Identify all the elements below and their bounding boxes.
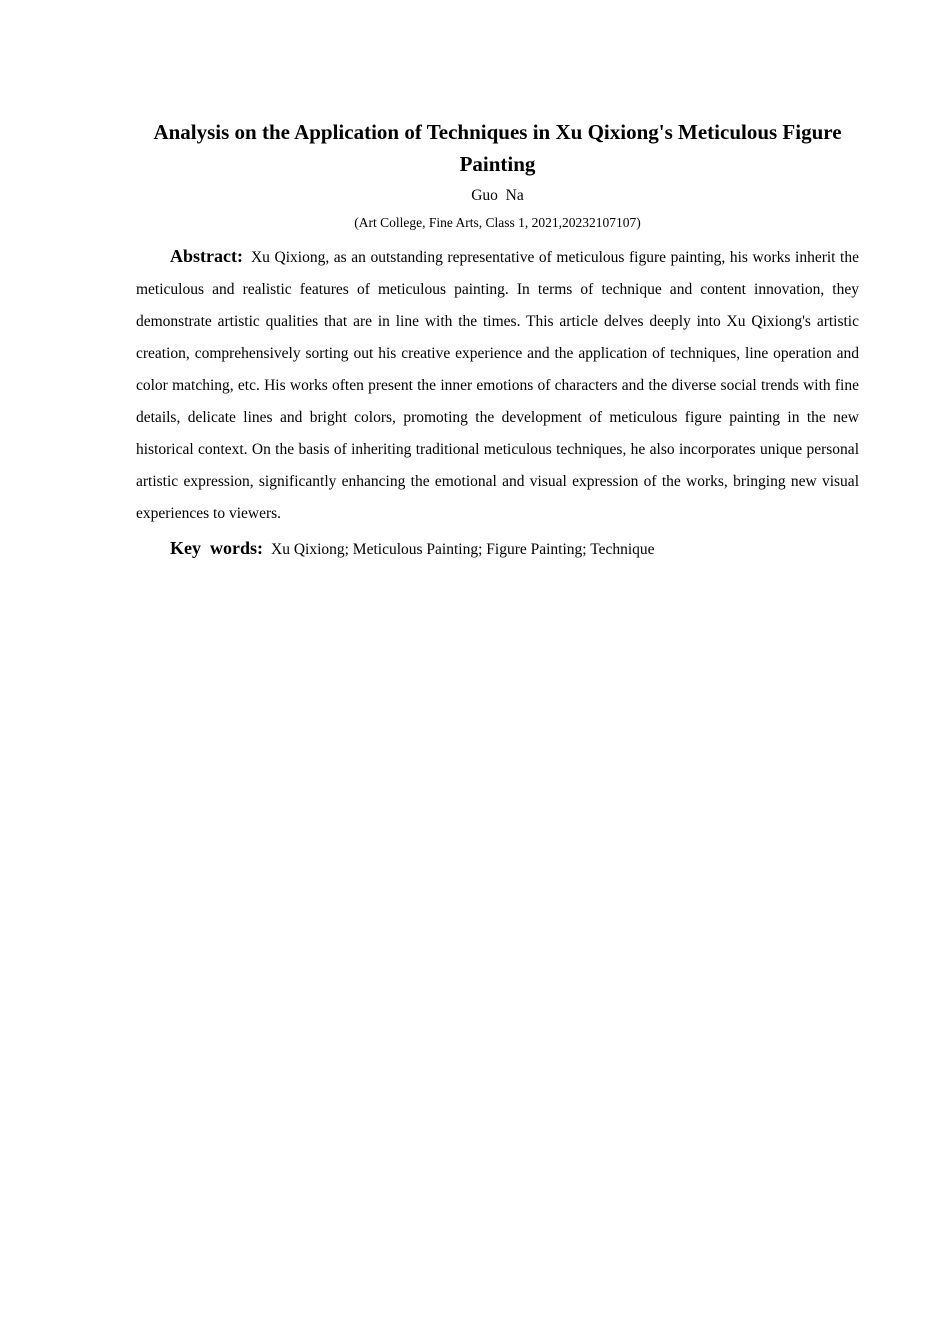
paper-title: Analysis on the Application of Techniques in Xu Qixiong's Meticulous Figure Painting (153, 120, 842, 176)
keywords-text: Xu Qixiong; Meticulous Painting; Figure Painting; Technique (271, 541, 655, 558)
author-affiliation: (Art College, Fine Arts, Class 1, 2021,20232107107) (354, 215, 641, 230)
author-name: Guo Na (471, 187, 524, 204)
abstract-text: Xu Qixiong, as an outstanding representative of meticulous figure painting, his works inherit the meticulous and realistic features of meticulous painting. In terms of technique and content innovation, they demonstrate artistic qualities that are in line with the times. This article delves deeply into Xu Qixiong's artistic creation, comprehensively sorting out his creative experience and the application of techniques, line operation and color matching, etc. His works often present the inner emotions of characters and the diverse social trends with fine details, delicate lines and bright colors, promoting the development of meticulous figure painting in the new historical context. On the basis of inheriting traditional meticulous techniques, he also incorporates unique personal artistic expression, significantly enhancing the emotional and visual expression of the works, bringing new visual experiences to viewers. (136, 249, 859, 522)
keywords-label: Key words: (170, 538, 263, 558)
abstract-label: Abstract: (170, 246, 243, 266)
paper-content (136, 116, 859, 566)
abstract-paragraph (136, 240, 859, 530)
keywords-paragraph (136, 532, 859, 566)
